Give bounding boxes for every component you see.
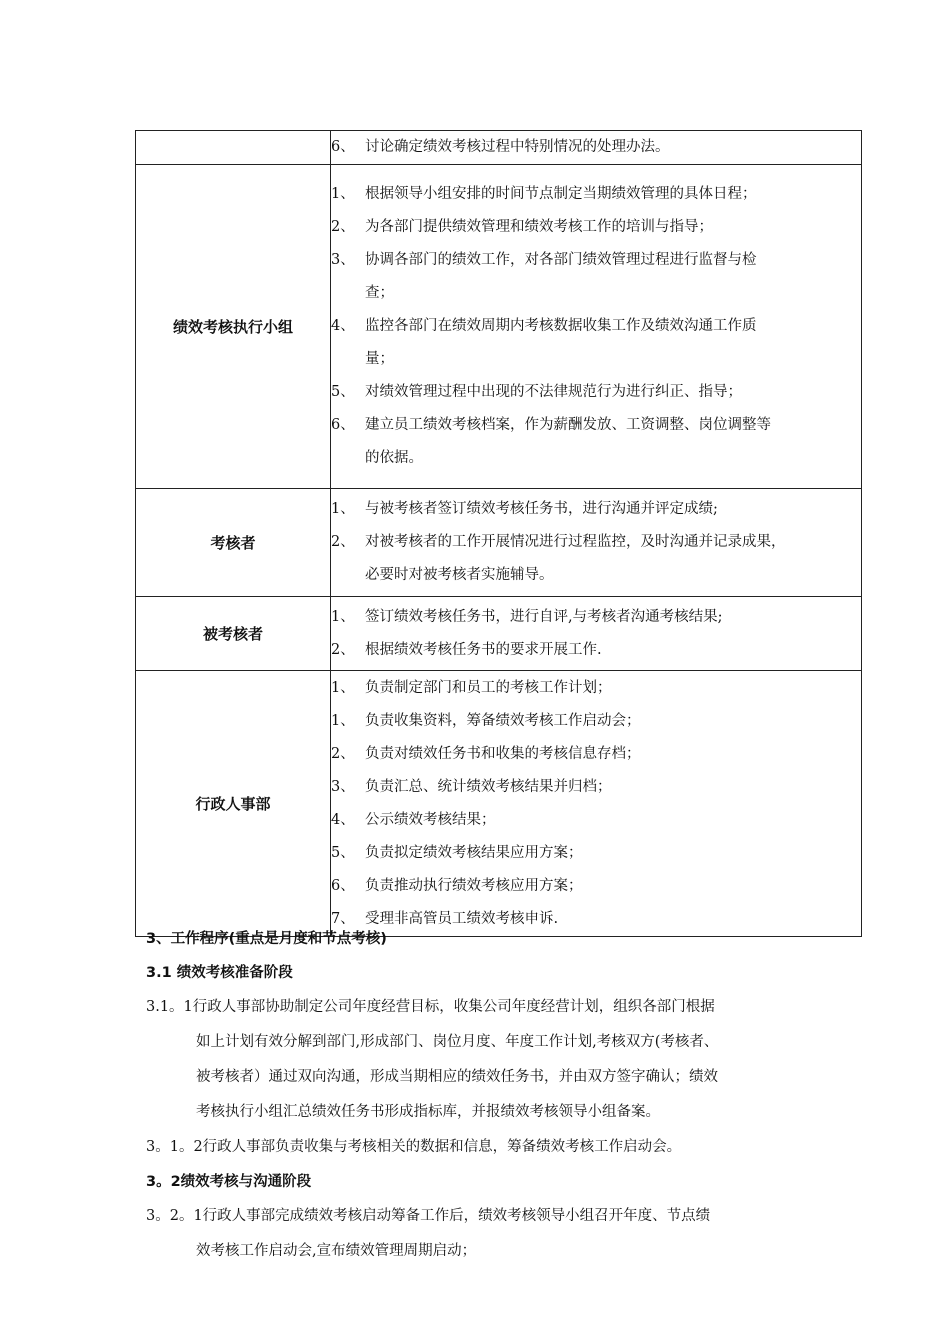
duty-item: 1、 根据领导小组安排的时间节点制定当期绩效管理的具体日程； <box>331 186 757 202</box>
table-row <box>136 489 862 597</box>
role-cell: 考核者 <box>136 489 331 597</box>
duty-item-continuation: 必要时对被考核者实施辅导。 <box>365 567 554 583</box>
table-row <box>136 131 862 165</box>
role-cell: 行政人事部 <box>136 671 331 937</box>
role-cell: 被考核者 <box>136 597 331 671</box>
duty-item: 2、 负责对绩效任务书和收集的考核信息存档； <box>331 745 641 762</box>
table-row <box>136 671 862 937</box>
subsection-heading: 3。2绩效考核与沟通阶段 <box>146 1174 312 1190</box>
subsection-heading: 3.1 绩效考核准备阶段 <box>146 965 293 981</box>
paragraph-line: 考核执行小组汇总绩效任务书形成指标库，并报绩效考核领导小组备案。 <box>196 1104 660 1120</box>
duty-item: 4、 监控各部门在绩效周期内考核数据收集工作及绩效沟通工作质 <box>331 318 757 334</box>
duty-cell <box>331 131 862 165</box>
paragraph-line: 效考核工作启动会,宣布绩效管理周期启动； <box>196 1243 477 1259</box>
duty-item: 1、 负责制定部门和员工的考核工作计划； <box>331 679 612 696</box>
duty-item: 6、 负责推动执行绩效考核应用方案； <box>331 877 583 894</box>
table-row <box>136 165 862 489</box>
duty-item: 3、 协调各部门的绩效工作，对各部门绩效管理过程进行监督与检 <box>331 252 757 268</box>
duty-item: 6、 建立员工绩效考核档案，作为薪酬发放、工资调整、岗位调整等 <box>331 417 771 433</box>
duty-item: 7、 受理非高管员工绩效考核申诉. <box>331 910 559 927</box>
duty-item: 4、 公示绩效考核结果； <box>331 811 496 828</box>
paragraph-line: 3.1。1行政人事部协助制定公司年度经营目标，收集公司年度经营计划，组织各部门根据 <box>146 999 715 1015</box>
responsibility-table <box>135 130 862 937</box>
duty-item: 5、 负责拟定绩效考核结果应用方案； <box>331 844 583 861</box>
duty-cell <box>331 597 862 671</box>
paragraph-line: 3。1。2行政人事部负责收集与考核相关的数据和信息，筹备绩效考核工作启动会。 <box>146 1139 682 1155</box>
duty-item-continuation: 查； <box>365 285 394 301</box>
duty-item: 1、 负责收集资料，筹备绩效考核工作启动会； <box>331 712 641 729</box>
duty-item-continuation: 的依据。 <box>365 450 423 466</box>
duty-item: 1、 签订绩效考核任务书，进行自评,与考核者沟通考核结果; <box>331 608 723 625</box>
duty-cell <box>331 489 862 597</box>
section-heading: 3、工作程序(重点是月度和节点考核) <box>146 931 387 947</box>
role-cell <box>136 131 331 165</box>
role-cell: 绩效考核执行小组 <box>136 165 331 489</box>
duty-item: 5、 对绩效管理过程中出现的不法律规范行为进行纠正、指导； <box>331 384 742 400</box>
table-row <box>136 597 862 671</box>
duty-item: 2、 对被考核者的工作开展情况进行过程监控，及时沟通并记录成果， <box>331 534 786 550</box>
paragraph-line: 3。2。1行政人事部完成绩效考核启动筹备工作后，绩效考核领导小组召开年度、节点绩 <box>146 1208 711 1224</box>
duty-cell <box>331 165 862 489</box>
duty-item-continuation: 量； <box>365 351 394 367</box>
paragraph-line: 如上计划有效分解到部门,形成部门、岗位月度、年度工作计划,考核双方(考核者、 <box>196 1034 719 1050</box>
duty-item: 1、 与被考核者签订绩效考核任务书，进行沟通并评定成绩; <box>331 501 718 517</box>
duty-cell <box>331 671 862 937</box>
paragraph-line: 被考核者）通过双向沟通，形成当期相应的绩效任务书，并由双方签字确认；绩效 <box>196 1069 718 1085</box>
duty-item: 2、 为各部门提供绩效管理和绩效考核工作的培训与指导； <box>331 219 713 235</box>
duty-item: 3、 负责汇总、统计绩效考核结果并归档； <box>331 778 612 795</box>
procedure-section <box>146 922 846 1269</box>
duty-item: 6、 讨论确定绩效考核过程中特别情况的处理办法。 <box>331 139 670 155</box>
duty-item: 2、 根据绩效考核任务书的要求开展工作. <box>331 641 602 658</box>
